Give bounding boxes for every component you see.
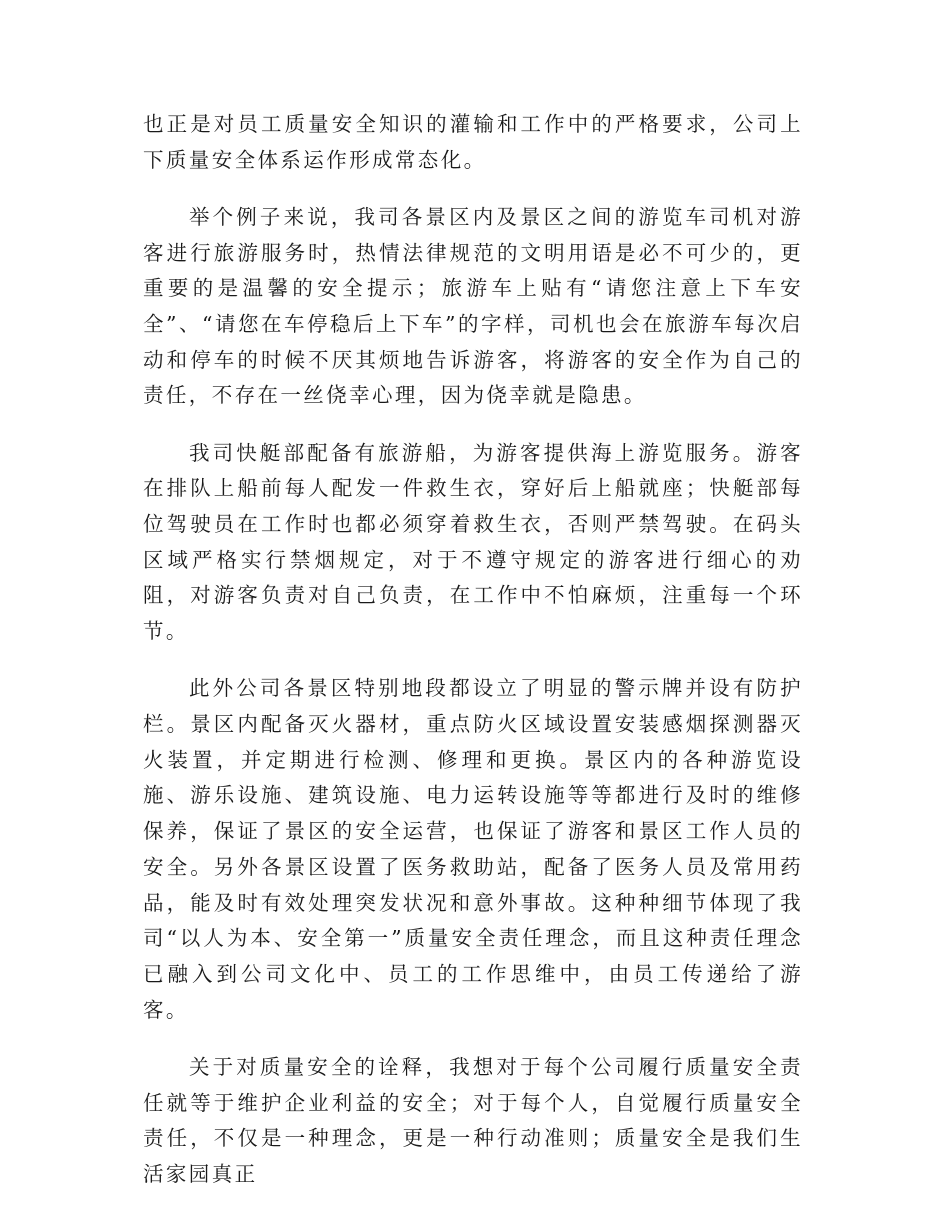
paragraph-scenic-area-facilities: 此外公司各景区特别地段都设立了明显的警示牌并设有防护栏。景区内配备灭火器材，重点防火区域设置安装感烟探测器灭火装置，并定期进行检测、修理和更换。景区内的各种游览设施、游乐设施、建筑设施、电力运转设施等等都进行及时的维修保养，保证了景区的安全运营，也保证了游客和景区工作人员的安全。另外各景区设置了医务救助站，配备了医务人员及常用药品，能及时有效处理突发状况和意外事故。这种种细节体现了我司“以人为本、安全第一”质量安全责任理念，而且这种责任理念已融入到公司文化中、员工的工作思维中，由员工传递给了游客。 bbox=[143, 676, 803, 1022]
paragraph-continuation: 也正是对员工质量安全知识的灌输和工作中的严格要求，公司上下质量安全体系运作形成常态化。 bbox=[143, 112, 803, 172]
paragraph-speedboat-department: 我司快艇部配备有旅游船，为游客提供海上游览服务。游客在排队上船前每人配发一件救生衣，穿好后上船就座；快艇部每位驾驶员在工作时也都必须穿着救生衣，否则严禁驾驶。在码头区域严格实行禁烟规定，对于不遵守规定的游客进行细心的劝阻，对游客负责对自己负责，在工作中不怕麻烦，注重每一个环节。 bbox=[143, 440, 803, 644]
paragraph-tour-vehicle-example: 举个例子来说，我司各景区内及景区之间的游览车司机对游客进行旅游服务时，热情法律规范的文明用语是必不可少的，更重要的是温馨的安全提示；旅游车上贴有“请您注意上下车安全”、“请您在车停稳后上下车”的字样，司机也会在旅游车每次启动和停车的时候不厌其烦地告诉游客，将游客的安全作为自己的责任，不存在一丝侥幸心理，因为侥幸就是隐患。 bbox=[143, 204, 803, 408]
paragraph-quality-safety-interpretation: 关于对质量安全的诠释，我想对于每个公司履行质量安全责任就等于维护企业利益的安全；对于每个人，自觉履行质量安全责任，不仅是一种理念，更是一种行动准则；质量安全是我们生活家园真正 bbox=[143, 1054, 803, 1186]
document-body bbox=[143, 107, 803, 1193]
